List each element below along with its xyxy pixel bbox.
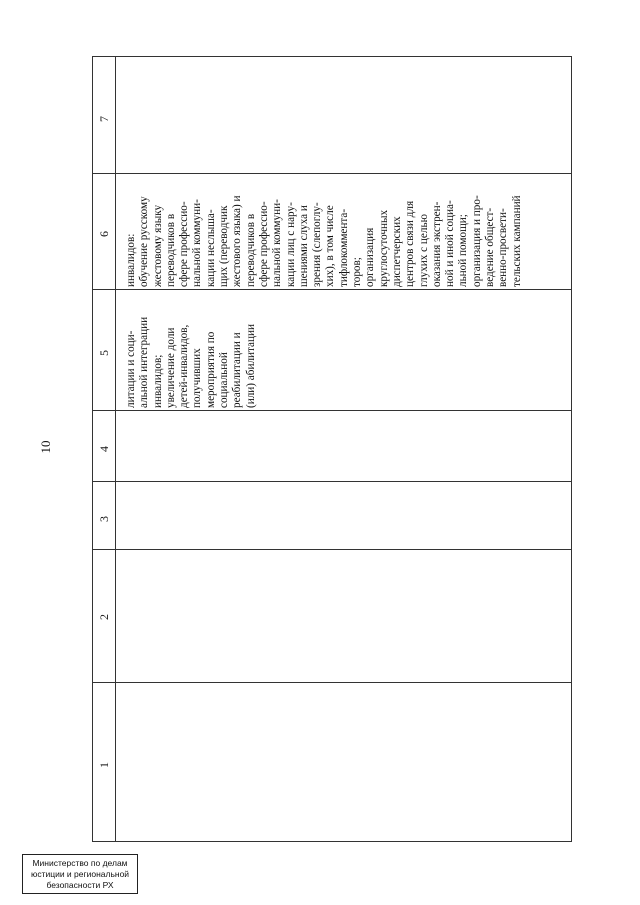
cell-line: щих (переводчик (218, 205, 231, 287)
cell-line: нальной коммуни- (271, 199, 284, 287)
cell-line: получивших (191, 348, 204, 408)
column-header-3: 3 (97, 516, 111, 522)
column-6-cell (125, 195, 524, 287)
column-header-4: 4 (97, 446, 111, 452)
column-divider (93, 173, 571, 174)
page-number: 10 (38, 440, 53, 454)
cell-line: инвалидов: (125, 233, 137, 287)
cell-line: сфере профессио- (178, 201, 191, 287)
column-5-cell (125, 317, 258, 408)
stamp-line: безопасности РХ (46, 880, 114, 890)
cell-line: кации неслыша- (204, 209, 217, 287)
column-divider (93, 682, 571, 683)
column-divider (93, 549, 571, 550)
stamp-line: Министерство по делам (32, 858, 128, 868)
stamp-line: юстиции и региональной (30, 869, 130, 879)
header-row-divider (115, 57, 116, 841)
cell-line: ведение общест- (484, 207, 497, 287)
cell-line: (или) абилитации (244, 324, 257, 408)
cell-line: организация и про- (470, 195, 483, 287)
cell-line: глухих с целью (417, 214, 430, 287)
cell-line: торов; (351, 257, 364, 287)
cell-line: ной и иной социа- (444, 200, 457, 287)
cell-line: альной интеграции (138, 316, 151, 408)
cell-line: увеличение доли (164, 327, 177, 408)
cell-line: кации лиц с нару- (284, 202, 297, 287)
cell-line: мероприятия по (204, 331, 217, 408)
registration-stamp (22, 854, 138, 894)
cell-line: обучение русскому (138, 196, 151, 287)
cell-line: оказания экстрен- (430, 201, 443, 287)
column-header-6: 6 (97, 231, 111, 237)
cell-line: сфере профессио- (257, 201, 270, 287)
table (92, 56, 572, 842)
cell-line: организация (364, 227, 377, 287)
cell-line: льной помощи; (457, 214, 470, 287)
cell-line: реабилитации и (231, 332, 244, 408)
cell-line: шениями слуха и (297, 205, 310, 287)
column-divider (93, 289, 571, 290)
cell-line: переводчиков в (244, 213, 257, 287)
column-divider (93, 481, 571, 482)
cell-line: тельских кампаний (510, 195, 523, 287)
cell-line: социальной (218, 352, 231, 408)
column-header-1: 1 (97, 762, 111, 768)
cell-line: инвалидов; (151, 354, 164, 408)
cell-line: круглосуточных (377, 209, 390, 287)
cell-line: тифлокоммента- (337, 208, 350, 287)
column-header-5: 5 (97, 350, 111, 356)
cell-line: венно-просвети- (497, 208, 510, 287)
cell-line: хих), в том числе (324, 205, 337, 287)
cell-line: зрения (слепоглу- (311, 202, 324, 287)
cell-line: литации и соци- (125, 330, 137, 408)
cell-line: жестовому языку (151, 204, 164, 287)
cell-line: диспетчерских (390, 216, 403, 287)
column-header-2: 2 (97, 614, 111, 620)
column-header-7: 7 (97, 116, 111, 122)
cell-line: центров связи для (404, 200, 417, 287)
cell-line: переводчиков в (164, 213, 177, 287)
cell-line: детей-инвалидов, (178, 324, 191, 408)
column-divider (93, 410, 571, 411)
cell-line: нальной коммуни- (191, 199, 204, 287)
cell-line: жестового языка) и (231, 195, 244, 287)
